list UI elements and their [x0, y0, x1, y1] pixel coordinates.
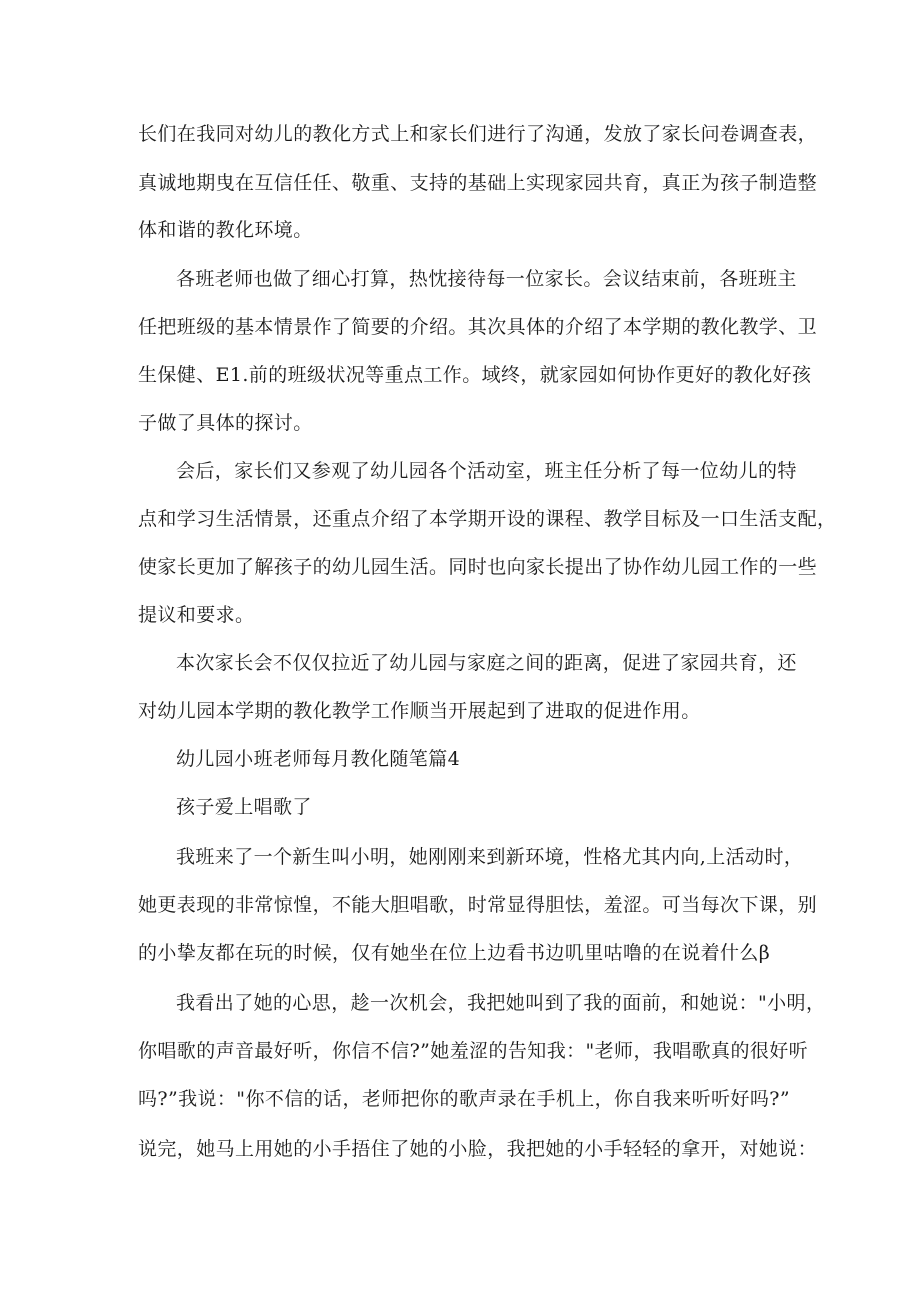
text-line: 使家长更加了解孩子的幼儿园生活。同时也向家长提出了协作幼儿园工作的一些: [138, 556, 818, 578]
text-line: 本次家长会不仅仅拉近了幼儿园与家庭之间的距离，促进了家园共育，还: [176, 652, 797, 674]
text-line: 任把班级的基本情景作了简要的介绍。其次具体的介绍了本学期的教化教学、卫: [138, 316, 818, 338]
text-line: 体和谐的教化环境。: [138, 219, 313, 241]
text-line: 长们在我同对幼儿的教化方式上和家长们进行了沟通，发放了家长问卷调查表，: [138, 123, 818, 145]
text-line: 说完，她马上用她的小手捂住了她的小脸，我把她的小手轻轻的拿开，对她说：: [138, 1138, 818, 1160]
text-line: 提议和要求。: [138, 604, 255, 626]
text-line: 真诚地期曳在互信任任、敬重、支持的基础上实现家园共育，真正为孩子制造整: [138, 172, 818, 194]
text-line: 各班老师也做了细心打算，热忱接待每一位家长。会议结束前，各班班主: [176, 268, 797, 290]
text-line: 她更表现的非常惊惶，不能大胆唱歌，时常显得胆怯，羞涩。可当每次下课，别: [138, 894, 818, 916]
text-line: 吗?”我说："你不信的话，老师把你的歌声录在手机上，你自我来听听好吗?”: [138, 1088, 790, 1110]
text-line: 会后，家长们又参观了幼儿园各个活动室，班主任分析了每一位幼儿的特: [176, 460, 797, 482]
text-line: 对幼儿园本学期的教化教学工作顺当开展起到了进取的促进作用。: [138, 700, 701, 722]
text-line: 的小挚友都在玩的时候，仅有她坐在位上边看书边叽里咕噜的在说着什么β: [138, 942, 771, 964]
section-heading: 幼儿园小班老师每月教化随笔篇4: [176, 748, 461, 770]
text-line: 子做了具体的探讨。: [138, 412, 313, 434]
text-line: 你唱歌的声音最好听，你信不信?”她羞涩的告知我："老师，我唱歌真的很好听: [138, 1040, 809, 1062]
article-title: 孩子爱上唱歌了: [176, 796, 312, 818]
text-line: 点和学习生活情景，还重点介绍了本学期开设的课程、教学目标及一口生活支配，: [138, 508, 837, 530]
text-line: 生保健、E1.前的班级状况等重点工作。域终，就家园如何协作更好的教化好孩: [138, 364, 812, 386]
text-line: 我班来了一个新生叫小明，她刚刚来到新环境，性格尤其内向,上活动时，: [176, 846, 804, 868]
text-line: 我看出了她的心思，趁一次机会，我把她叫到了我的面前，和她说："小明，: [176, 992, 826, 1014]
